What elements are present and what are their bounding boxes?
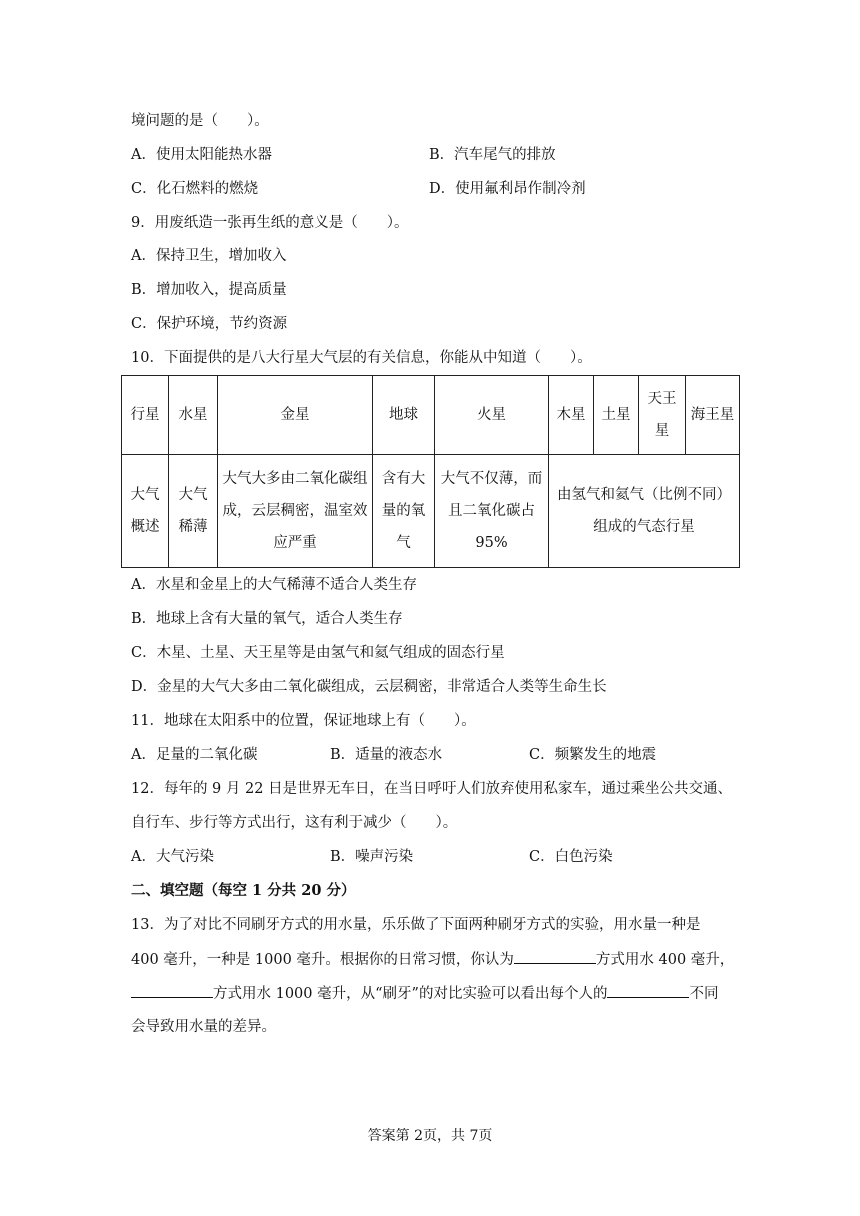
q11-stem: 11．地球在太阳系中的位置，保证地球上有（ ）。: [131, 713, 476, 729]
q12-stem-line1: 12．每年的 9 月 22 日是世界无车日，在当日呼吁人们放弃使用私家车，通过乘坐公共交通、: [131, 781, 733, 797]
q13-line3-text: 方式用水 1000 毫升，从“刷牙”的对比实验可以看出每个人的: [213, 986, 608, 1002]
q8-option-c: C．化石燃料的燃烧: [131, 181, 259, 197]
q10-option-c: C．木星、土星、天王星等是由氢气和氦气组成的固态行星: [131, 645, 505, 661]
table-data-row: [122, 455, 740, 568]
q10-stem: 10．下面提供的是八大行星大气层的有关信息，你能从中知道（ ）。: [131, 350, 592, 366]
section-title: 二、填空题（每空 1 分共 20 分）: [131, 882, 356, 899]
header-cell: 地球: [373, 376, 435, 455]
q8-option-d: D．使用氟利昂作制冷剂: [429, 181, 586, 197]
q11-option-c: C．频繁发生的地震: [529, 747, 657, 763]
q9-option-c: C．保护环境，节约资源: [131, 316, 288, 332]
q13-line3: [131, 983, 718, 1004]
q13-line3-tail: 不同: [689, 986, 719, 1002]
page-footer: 答案第 2页，共 7页: [367, 1128, 493, 1144]
mercury-cell: 大气稀薄: [169, 455, 218, 568]
q8-option-b: B．汽车尾气的排放: [429, 147, 556, 163]
header-cell: 火星: [435, 376, 549, 455]
header-cell: 水星: [169, 376, 218, 455]
header-cell: 木星: [549, 376, 594, 455]
q10-option-b: B．地球上含有大量的氧气，适合人类生存: [131, 611, 403, 627]
answer-blank-1[interactable]: [514, 949, 596, 964]
header-cell: 海王星: [686, 376, 740, 455]
mars-cell: 大气不仅薄，而且二氧化碳占95%: [435, 455, 549, 568]
table-header-row: [122, 376, 740, 455]
q13-line4: 会导致用水量的差异。: [131, 1019, 276, 1035]
q12-stem-line2: 自行车、步行等方式出行，这有利于减少（ ）。: [131, 815, 458, 831]
q11-option-a: A．足量的二氧化碳: [131, 747, 258, 763]
q12-option-c: C．白色污染: [529, 849, 613, 865]
q8-option-a: A．使用太阳能热水器: [131, 147, 272, 163]
venus-cell: 大气大多由二氧化碳组成，云层稠密，温室效应严重: [218, 455, 373, 568]
row-label-cell: 大气概述: [122, 455, 169, 568]
q10-option-a: A．水星和金星上的大气稀薄不适合人类生存: [131, 577, 417, 593]
header-cell: 行星: [122, 376, 169, 455]
planet-atmosphere-table: [121, 375, 740, 568]
answer-blank-2[interactable]: [131, 983, 213, 998]
q8-stem-tail: 境问题的是（ ）。: [131, 113, 269, 129]
gas-giants-cell: 由氢气和氦气（比例不同）组成的气态行星: [549, 455, 740, 568]
header-cell: 土星: [594, 376, 639, 455]
q10-option-d: D．金星的大气大多由二氧化碳组成，云层稠密，非常适合人类等生命生长: [131, 679, 607, 695]
q13-line1: 13．为了对比不同刷牙方式的用水量，乐乐做了下面两种刷牙方式的实验，用水量一种是: [131, 917, 701, 933]
q13-line2-tail: 方式用水 400 毫升，: [595, 952, 735, 968]
q9-option-a: A．保持卫生，增加收入: [131, 248, 287, 264]
q12-option-b: B．噪声污染: [330, 849, 414, 865]
header-cell: 金星: [218, 376, 373, 455]
q9-stem: 9．用废纸造一张再生纸的意义是（ ）。: [131, 215, 409, 231]
header-cell: 天王星: [639, 376, 686, 455]
earth-cell: 含有大量的氧气: [373, 455, 435, 568]
q13-line2: [131, 949, 734, 970]
q12-option-a: A．大气污染: [131, 849, 214, 865]
q13-line2-text: 400 毫升，一种是 1000 毫升。根据你的日常习惯，你认为: [131, 952, 514, 968]
q9-option-b: B．增加收入，提高质量: [131, 282, 287, 298]
q11-option-b: B．适量的液态水: [330, 747, 443, 763]
answer-blank-3[interactable]: [607, 983, 689, 998]
